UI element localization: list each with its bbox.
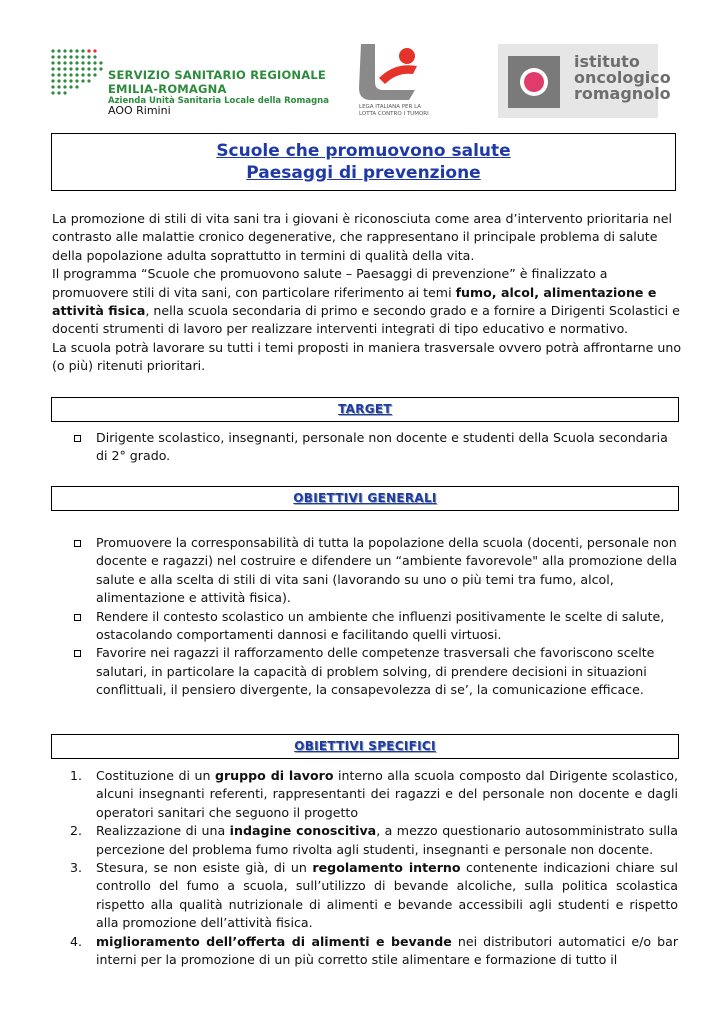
document-title: Scuole che promuovono salute [216,141,511,161]
target-list [72,429,678,466]
checkbox-bullet-icon [74,540,81,547]
ssr-title-line2: EMILIA-ROMAGNA [108,82,227,96]
target-heading: TARGET [338,402,392,416]
intro-paragraph-3: La scuola potrà lavorare su tutti i temi proposti in maniera trasversale ovvero potrà affrontarne uno (o più) ritenuti prioritari. [52,339,682,374]
ior-logo [498,44,671,118]
obiettivi-specifici-heading: OBIETTIVI SPECIFICI [294,739,436,753]
checkbox-bullet-icon [74,614,81,621]
list-item: 4. miglioramento dell’offerta di alimenti e bevande nei distributori automatici e/o bar interni per la promozione di un più corretto stile alimentare e formazione di tutto il [70,933,679,968]
aoo-label: AOO Rimini [108,104,171,117]
list-item: Promuovere la corresponsabilità di tutta la popolazione della scuola (docenti, personale non docente e ragazzi) nel costruire e difendere un “ambiente favorevole" alla promozione della salute e alla scelta di stili di vita sani (lavorando su uno o più temi tra fumo, alcol, alimentazione e attività fisica). [72,534,678,608]
ssr-title-line3: Azienda Unità Sanitaria Locale della Romagna [108,96,329,106]
obiettivi-specifici-heading-box [51,734,679,759]
letterhead [0,0,725,125]
list-item: 3. Stesura, se non esiste già, di un regolamento interno contenente indicazioni chiare sul controllo del fumo a scuola, sull’utilizzo di bevande alcoliche, sulla politica scolastica rispetto alla qualità nutrizionale di alimenti e bevande accessibili agli studenti e rispetto alla promozione dell’attività fisica. [70,860,678,931]
list-item: Dirigente scolastico, insegnanti, personale non docente e studenti della Scuola secondaria di 2° grado. [72,429,678,466]
lilt-logo [345,38,445,124]
checkbox-bullet-icon [74,650,81,657]
ior-emblem-icon [500,44,570,118]
list-item: Rendere il contesto scolastico un ambiente che influenzi positivamente le scelte di salute, ostacolando comportamenti dannosi e facilitando quelli virtuosi. [72,608,678,645]
ior-text: istituto oncologico romagnolo [574,52,671,103]
list-item: Favorire nei ragazzi il rafforzamento delle competenze trasversali che favoriscono scelte salutari, in particolare la capacità di problem solving, di prendere decisioni in situazioni conflittuali, il pensiero divergente, la consapevolezza di se’, la comunicazione efficace. [72,644,678,699]
intro-section [52,210,682,376]
intro-key-themes: fumo, alcol, alimentazione e attività fisica [52,284,657,319]
lilt-emblem-icon [345,38,445,104]
obiettivi-generali-heading: OBIETTIVI GENERALI [293,491,437,505]
ssr-dot-grid-icon [50,48,104,100]
document-title-box [51,133,676,191]
target-heading-box [51,397,679,422]
obiettivi-generali-list [72,534,678,700]
list-item: 2. Realizzazione di una indagine conoscitiva, a mezzo questionario autosomministrato sulla percezione del problema fumo rivolta agli studenti, insegnanti e personale non docente. [70,823,679,857]
intro-paragraph-2: Il programma “Scuole che promuovono salute – Paesaggi di prevenzione” è finalizzato a promuovere stili di vita sani, con particolare riferimento ai temi fumo, alcol, alimentazione e attività fisica, nella scuola secondaria di primo e secondo grado e a fornire a Dirigenti Scolastici e docenti strumenti di lavoro per realizzare interventi integrati di tipo educativo e normativo. [52,266,680,337]
checkbox-bullet-icon [74,435,81,442]
intro-paragraph-1: La promozione di stili di vita sani tra i giovani è riconosciuta come area d’intervento prioritaria nel contrasto alle malattie cronico degenerative, che rappresentano il principale problema di salute della popolazione adulta soprattutto in termini di qualità della vita. [52,211,673,263]
obiettivi-specifici-list [70,767,678,969]
document-subtitle: Paesaggi di prevenzione [246,163,481,183]
lilt-caption: LEGA ITALIANA PER LA LOTTA CONTRO I TUMORI [359,104,429,117]
ssr-title-line1: SERVIZIO SANITARIO REGIONALE [108,68,326,82]
obiettivi-generali-heading-box [51,486,679,511]
list-item: 1. Costituzione di un gruppo di lavoro interno alla scuola composto dal Dirigente scolastico, alcuni insegnanti referenti, rappresentanti dei ragazzi e del personale non docente e dagli operatori sanitari che seguono il progetto [70,768,679,820]
